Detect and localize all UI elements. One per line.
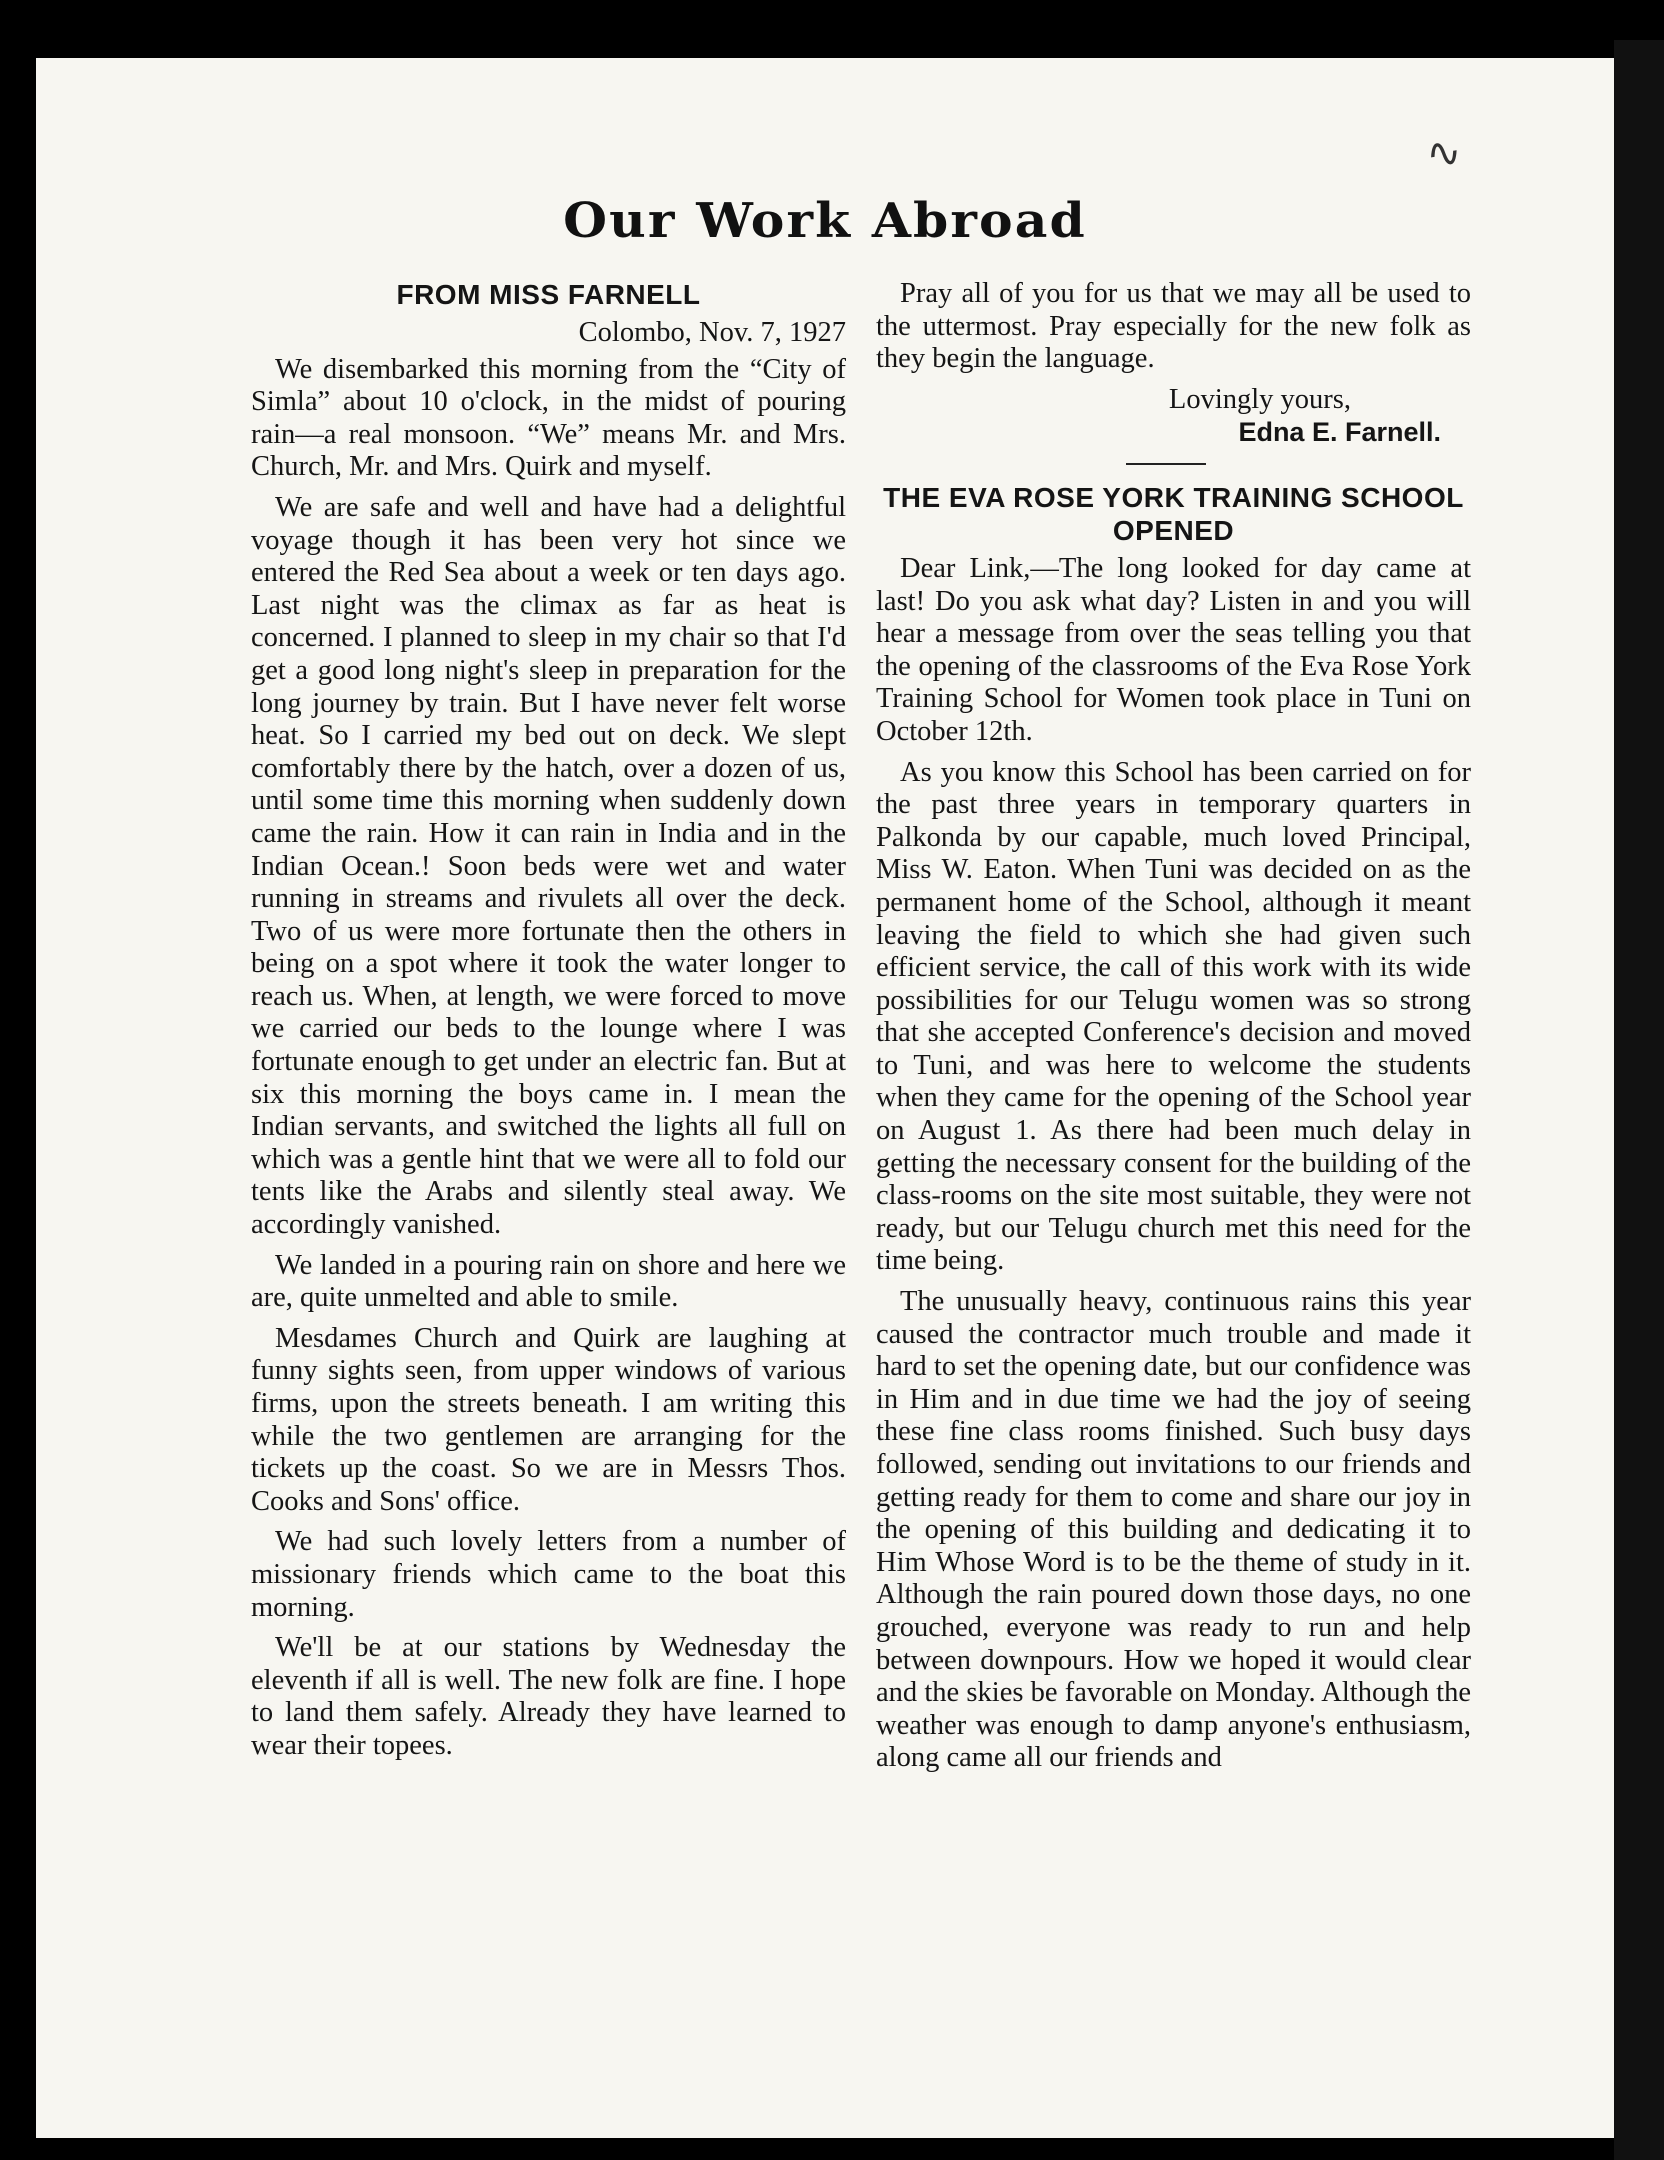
paragraph: As you know this School has been carried on for the past three years in temporary quarters in Palkonda by our capable, much loved Principal, Miss W. Eaton. When Tuni was decided on as the permanent home of the School, although it meant leaving the field to which she had given such efficient service, the call of this work with its wide possibilities for our Telugu women was so strong that she accepted Conference's decision and moved to Tuni, and was here to welcome the students when they came for the opening of the School year on August 1. As there had been much delay in getting the necessary consent for the building of the class-rooms on the site most suitable, they were not ready, but our Telugu church met this need for the time being. bbox=[876, 756, 1471, 1277]
masthead-title: Our Work Abroad bbox=[563, 193, 1087, 249]
scan-edge-right bbox=[1614, 40, 1664, 2160]
paragraph: We had such lovely letters from a number of missionary friends which came to the boat this morning. bbox=[251, 1526, 846, 1623]
letter-closing: Lovingly yours, bbox=[1168, 383, 1351, 415]
pencil-mark-icon: ∿ bbox=[1422, 125, 1465, 180]
paragraph: Dear Link,—The long looked for day came at last! Do you ask what day? Listen in and you will hear a message from over the seas telling you that the opening of the classrooms of the Eva Rose York Training School for Women took place in Tuni on October 12th. bbox=[876, 552, 1471, 747]
paragraph: Mesdames Church and Quirk are laughing at funny sights seen, from upper windows of various firms, upon the streets beneath. I am writing this while the two gentlemen are arranging for the tickets up the coast. So we are in Messrs Thos. Cooks and Sons' office. bbox=[251, 1322, 846, 1517]
paragraph: We landed in a pouring rain on shore and here we are, quite unmelted and able to smile. bbox=[251, 1249, 846, 1314]
left-column bbox=[251, 278, 846, 1771]
right-column bbox=[876, 278, 1471, 1783]
paragraph: The unusually heavy, continuous rains this year caused the contractor much trouble and made it hard to set the opening date, but our confidence was in Him and in due time we had the joy of seeing these fine class rooms finished. Such busy days followed, sending out invitations to our friends and getting ready for them to come and share our joy in the opening of this building and dedicating it to Him Whose Word is to be the theme of study in it. Although the rain poured down those days, no one grouched, everyone was ready to run and help between downpours. How we hoped it would clear and the skies be favorable on Monday. Although the weather was enough to damp anyone's enthusiasm, along came all our friends and bbox=[876, 1286, 1471, 1774]
continuation-paragraph: Pray all of you for us that we may all be used to the uttermost. Pray especially for the new folk as they begin the language. bbox=[876, 278, 1471, 375]
section-divider bbox=[1126, 463, 1206, 465]
document-page bbox=[36, 58, 1614, 2138]
dateline: Colombo, Nov. 7, 1927 bbox=[578, 317, 846, 348]
letter-signature: Edna E. Farnell. bbox=[1238, 417, 1441, 448]
article-heading-training-school: THE EVA ROSE YORK TRAINING SCHOOL OPENED bbox=[883, 481, 1464, 546]
paragraph: We'll be at our stations by Wednesday the eleventh if all is well. The new folk are fine. I hope to land them safely. Already they have learned to wear their topees. bbox=[251, 1632, 846, 1761]
paragraph: We disembarked this morning from the “City of Simla” about 10 o'clock, in the midst of pouring rain—a real monsoon. “We” means Mr. and Mrs. Church, Mr. and Mrs. Quirk and myself. bbox=[251, 353, 846, 483]
paragraph: We are safe and well and have had a delightful voyage though it has been very hot since we entered the Red Sea about a week or ten days ago. Last night was the climax as far as heat is concerned. I planned to sleep in my chair so that I'd get a good long night's sleep in preparation for the long journey by train. But I have never felt worse heat. So I carried my bed out on deck. We slept comfortably there by the hatch, over a dozen of us, until some time this morning when suddenly down came the rain. How it can rain in India and in the Indian Ocean.! Soon beds were wet and water running in streams and rivulets all over the deck. Two of us were more fortunate then the others in being on a spot where it took the water longer to reach us. When, at length, we were forced to move we carried our beds to the lounge where I was fortunate enough to get under an electric fan. But at six this morning the boys came in. I mean the Indian servants, and switched the lights all full on which was a gentle hint that we were all to fold our tents like the Arabs and silently steal away. We accordingly vanished. bbox=[251, 491, 846, 1241]
article-heading-farnell: FROM MISS FARNELL bbox=[396, 279, 701, 310]
